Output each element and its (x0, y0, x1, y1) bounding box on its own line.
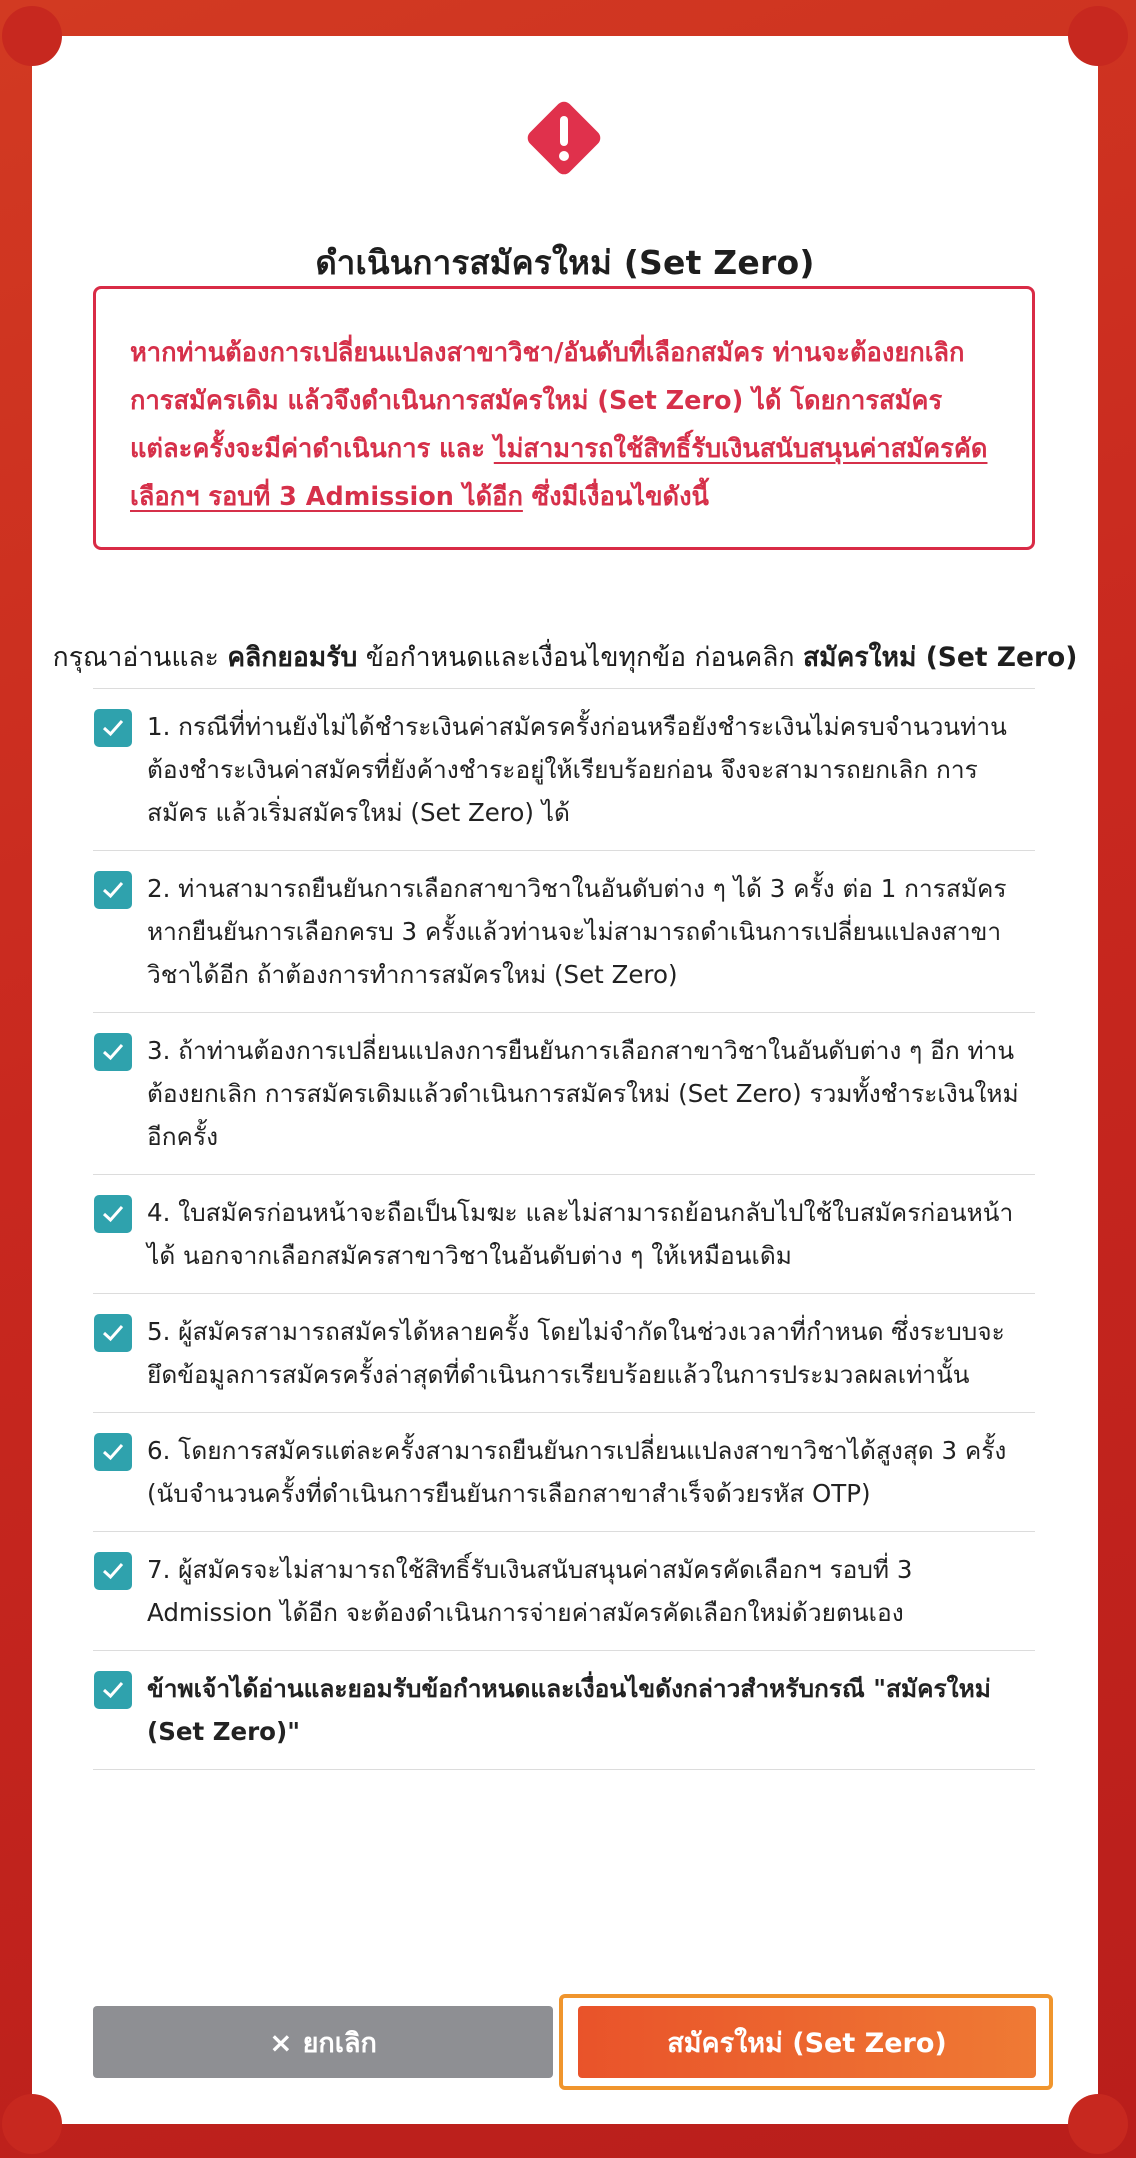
term-checkbox-3[interactable] (94, 1033, 132, 1071)
alert-text-end: ซึ่งมีเงื่อนไขดังนี้ (522, 482, 709, 512)
warning-diamond-icon (522, 96, 606, 180)
acceptance-text: ข้าพเจ้าได้อ่านและยอมรับข้อกำหนดและเงื่อนไขดังกล่าวสำหรับกรณี "สมัครใหม่ (Set Zero)" (147, 1674, 991, 1746)
instruction-middle: ข้อกำหนดและเงื่อนไขทุกข้อ ก่อนคลิก (357, 642, 803, 673)
instruction-accept-emphasis: คลิกยอมรับ (227, 642, 358, 673)
terms-list (93, 688, 1035, 1770)
term-item-2[interactable] (93, 851, 1035, 1013)
set-zero-button[interactable] (578, 2006, 1036, 2078)
cancel-button[interactable] (93, 2006, 553, 2078)
dialog-title: ดำเนินการสมัครใหม่ (Set Zero) (315, 243, 815, 282)
cancel-button-label: ยกเลิก (302, 2027, 377, 2059)
close-icon: × (269, 2025, 293, 2059)
check-icon (101, 1560, 125, 1582)
term-text-3: 3. ถ้าท่านต้องการเปลี่ยนแปลงการยืนยันการเลือกสาขาวิชาในอันดับต่าง ๆ อีก ท่านต้องยกเลิก การสมัครเดิมแล้วดำเนินการสมัครใหม่ (Set Zero) รวมทั้งชำระเงินใหม่อีกครั้ง (147, 1036, 1019, 1151)
check-icon (101, 1041, 125, 1063)
term-checkbox-5[interactable] (94, 1314, 132, 1352)
term-item-7[interactable] (93, 1532, 1035, 1651)
term-text-2: 2. ท่านสามารถยืนยันการเลือกสาขาวิชาในอันดับต่าง ๆ ได้ 3 ครั้ง ต่อ 1 การสมัคร หากยืนยันการเลือกครบ 3 ครั้งแล้วท่านจะไม่สามารถดำเนินการเปลี่ยนแปลงสาขาวิชาได้อีก ถ้าต้องการทำการสมัครใหม่ (Set Zero) (147, 874, 1007, 989)
ticket-notch (1068, 2094, 1128, 2154)
check-icon (101, 717, 125, 739)
term-text-5: 5. ผู้สมัครสามารถสมัครได้หลายครั้ง โดยไม่จำกัดในช่วงเวลาที่กำหนด ซึ่งระบบจะยึดข้อมูลการสมัครครั้งล่าสุดที่ดำเนินการเรียบร้อยแล้วในการประมวลผลเท่านั้น (147, 1317, 1005, 1389)
term-text-7: 7. ผู้สมัครจะไม่สามารถใช้สิทธิ์รับเงินสนับสนุนค่าสมัครคัดเลือกฯ รอบที่ 3 Admission ได้อีก จะต้องดำเนินการจ่ายค่าสมัครคัดเลือกใหม่ด้วยตนเอง (147, 1555, 913, 1627)
term-item-4[interactable] (93, 1175, 1035, 1294)
acceptance-checkbox[interactable] (94, 1671, 132, 1709)
term-text-4: 4. ใบสมัครก่อนหน้าจะถือเป็นโมฆะ และไม่สามารถย้อนกลับไปใช้ใบสมัครก่อนหน้าได้ นอกจากเลือกสมัครสาขาวิชาในอันดับต่าง ๆ ให้เหมือนเดิม (147, 1198, 1014, 1270)
ticket-notch (1068, 6, 1128, 66)
term-text-6: 6. โดยการสมัครแต่ละครั้งสามารถยืนยันการเปลี่ยนแปลงสาขาวิชาได้สูงสุด 3 ครั้ง (นับจำนวนครั้งที่ดำเนินการยืนยันการเลือกสาขาสำเร็จด้วยรหัส OTP) (147, 1436, 1007, 1508)
ticket-notch (2, 2094, 62, 2154)
check-icon (101, 1441, 125, 1463)
term-item-6[interactable] (93, 1413, 1035, 1532)
check-icon (101, 879, 125, 901)
set-zero-dialog (32, 36, 1098, 2124)
instruction-text (32, 636, 1098, 678)
warning-alert-box (93, 286, 1035, 550)
term-checkbox-7[interactable] (94, 1552, 132, 1590)
check-icon (101, 1322, 125, 1344)
alert-text: หากท่านต้องการเปลี่ยนแปลงสาขาวิชา/อันดับที่เลือกสมัคร ท่านจะต้องยกเลิกการสมัครเดิม แล้วจึงดำเนินการสมัครใหม่ (Set Zero) ได้ โดยการสมัครแต่ละครั้งจะมีค่าดำเนินการ และ (130, 338, 965, 464)
term-text-1: 1. กรณีที่ท่านยังไม่ได้ชำระเงินค่าสมัครครั้งก่อนหรือยังชำระเงินไม่ครบจำนวนท่านต้องชำระเงินค่าสมัครที่ยังค้างชำระอยู่ให้เรียบร้อยก่อน จึงจะสามารถยกเลิก การสมัคร แล้วเริ่มสมัครใหม่ (Set Zero) ได้ (147, 712, 1007, 827)
term-checkbox-2[interactable] (94, 871, 132, 909)
set-zero-button-label: สมัครใหม่ (Set Zero) (667, 2027, 947, 2059)
term-item-1[interactable] (93, 689, 1035, 851)
term-item-5[interactable] (93, 1294, 1035, 1413)
check-icon (101, 1679, 125, 1701)
check-icon (101, 1203, 125, 1225)
alert-underlined-text: ไม่สามารถใช้สิทธิ์รับเงินสนับสนุนค่าสมัครคัดเลือกฯ รอบที่ 3 Admission ได้อีก (130, 434, 988, 512)
term-checkbox-1[interactable] (94, 709, 132, 747)
instruction-prefix: กรุณาอ่านและ (52, 642, 228, 673)
term-item-acceptance[interactable] (93, 1651, 1035, 1770)
term-checkbox-6[interactable] (94, 1433, 132, 1471)
term-item-3[interactable] (93, 1013, 1035, 1175)
instruction-setzero-emphasis: สมัครใหม่ (Set Zero) (802, 642, 1078, 673)
term-checkbox-4[interactable] (94, 1195, 132, 1233)
ticket-notch (2, 6, 62, 66)
